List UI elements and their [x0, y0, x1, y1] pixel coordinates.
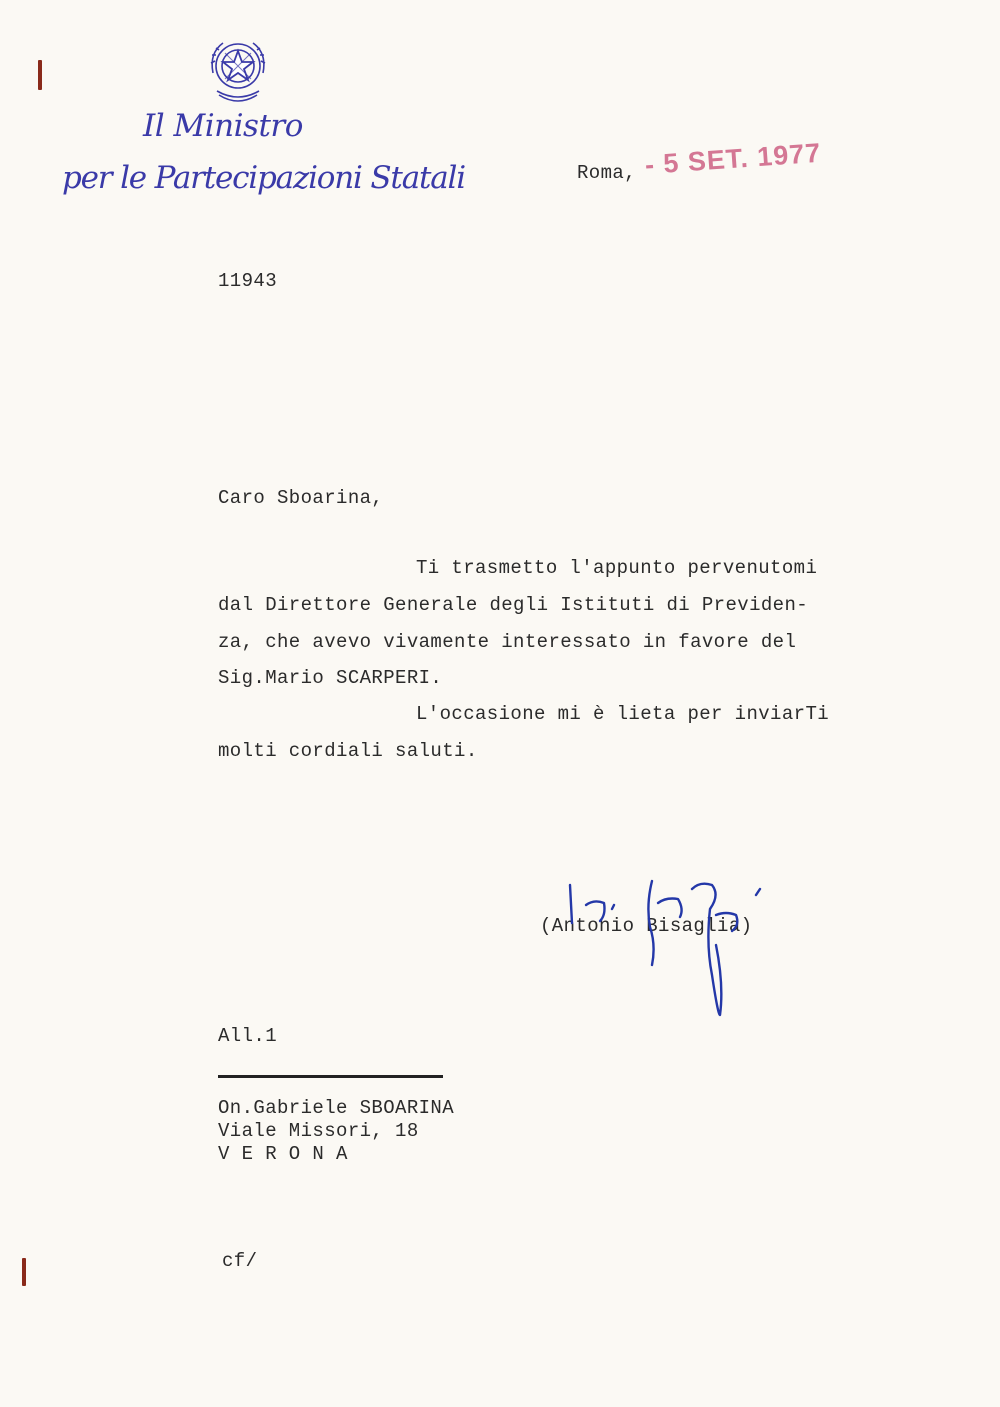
typist-initials: cf/	[222, 1250, 258, 1272]
italian-republic-emblem-icon	[203, 33, 273, 109]
body-line: za, che avevo vivamente interessato in favore del	[218, 631, 797, 653]
protocol-number: 11943	[218, 270, 278, 292]
body-line: L'occasione mi è lieta per inviarTi	[416, 703, 830, 725]
signatory-name: (Antonio Bisaglia)	[540, 915, 753, 937]
body-line: molti cordiali saluti.	[218, 740, 478, 762]
address-divider	[218, 1075, 443, 1078]
recipient-city: V E R O N A	[218, 1143, 348, 1165]
edge-mark-bottom	[22, 1258, 26, 1286]
handwritten-signature-icon	[560, 875, 790, 1025]
enclosure-note: All.1	[218, 1025, 278, 1047]
letterhead-title: Il Ministro	[143, 108, 303, 144]
date-place: Roma,	[577, 162, 637, 184]
body-line: Sig.Mario SCARPERI.	[218, 667, 443, 689]
edge-mark-top	[38, 60, 42, 90]
letterhead-ministry: per le Partecipazioni Statali	[62, 160, 465, 196]
salutation: Caro Sboarina,	[218, 487, 384, 509]
body-line: Ti trasmetto l'appunto pervenutomi	[416, 557, 818, 579]
body-line: dal Direttore Generale degli Istituti di Previden-	[218, 594, 809, 616]
date-stamp: - 5 SET. 1977	[643, 137, 823, 180]
recipient-name: On.Gabriele SBOARINA	[218, 1097, 455, 1119]
recipient-street: Viale Missori, 18	[218, 1120, 419, 1142]
